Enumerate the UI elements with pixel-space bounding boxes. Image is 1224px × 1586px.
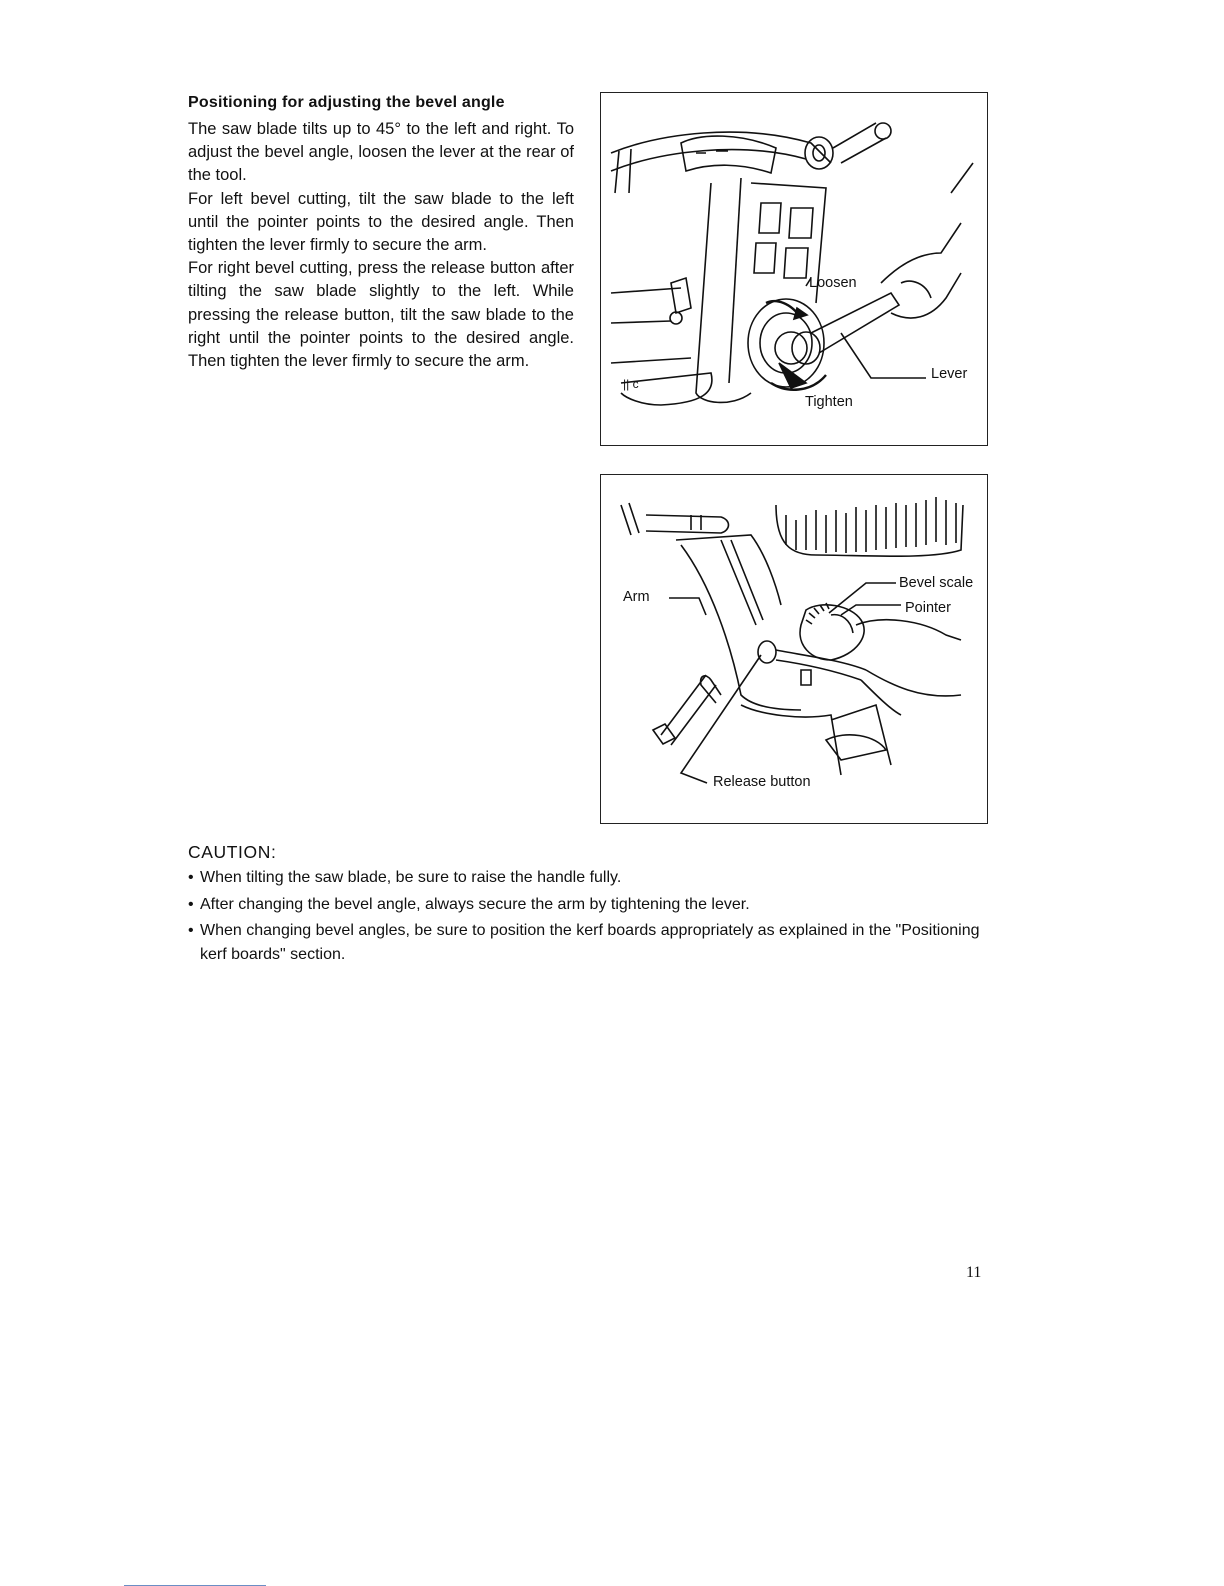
paragraph-left-bevel: For left bevel cutting, tilt the saw blade to the left until the pointer points to the desired angle. Then tighten the lever firmly to secure the arm. — [188, 189, 574, 255]
caution-item — [188, 866, 988, 890]
bullet: • — [188, 895, 194, 913]
paragraph-right-bevel: For right bevel cutting, press the release button after tilting the saw blade slightly to the left. While pressing the release button, tilt the saw blade to the right until the pointer points to the desired angle. Then tighten the lever firmly to secure the arm. — [188, 259, 574, 371]
section-heading: Positioning for adjusting the bevel angle — [188, 94, 505, 111]
label-lever: Lever — [931, 366, 968, 382]
figure-lever — [600, 92, 988, 446]
body-text — [188, 118, 574, 373]
label-pointer: Pointer — [905, 600, 951, 616]
caution-item-text: When changing bevel angles, be sure to position the kerf boards appropriately as explained in the "Positioning kerf boards" section. — [200, 922, 980, 963]
paragraph-intro: The saw blade tilts up to 45° to the left and right. To adjust the bevel angle, loosen the lever at the rear of the tool. — [188, 120, 574, 185]
bullet: • — [188, 922, 194, 939]
label-release-button: Release button — [713, 774, 811, 790]
lever-illustration — [601, 93, 987, 445]
caution-item — [188, 893, 988, 917]
bullet: • — [188, 869, 194, 886]
figure-release-button — [600, 474, 988, 824]
caution-item-text: After changing the bevel angle, always secure the arm by tightening the lever. — [200, 895, 750, 913]
caution-list — [188, 866, 988, 969]
caution-item — [188, 919, 988, 966]
page-number: 11 — [966, 1264, 982, 1281]
label-tighten: Tighten — [805, 394, 853, 410]
label-loosen: Loosen — [809, 275, 857, 291]
svg-text:|| c: || c — [623, 377, 639, 391]
caution-title: CAUTION: — [188, 842, 277, 862]
caution-item-text: When tilting the saw blade, be sure to raise the handle fully. — [200, 869, 622, 886]
release-button-illustration — [601, 475, 987, 823]
label-arm: Arm — [623, 589, 650, 605]
label-bevel-scale: Bevel scale — [899, 575, 974, 591]
